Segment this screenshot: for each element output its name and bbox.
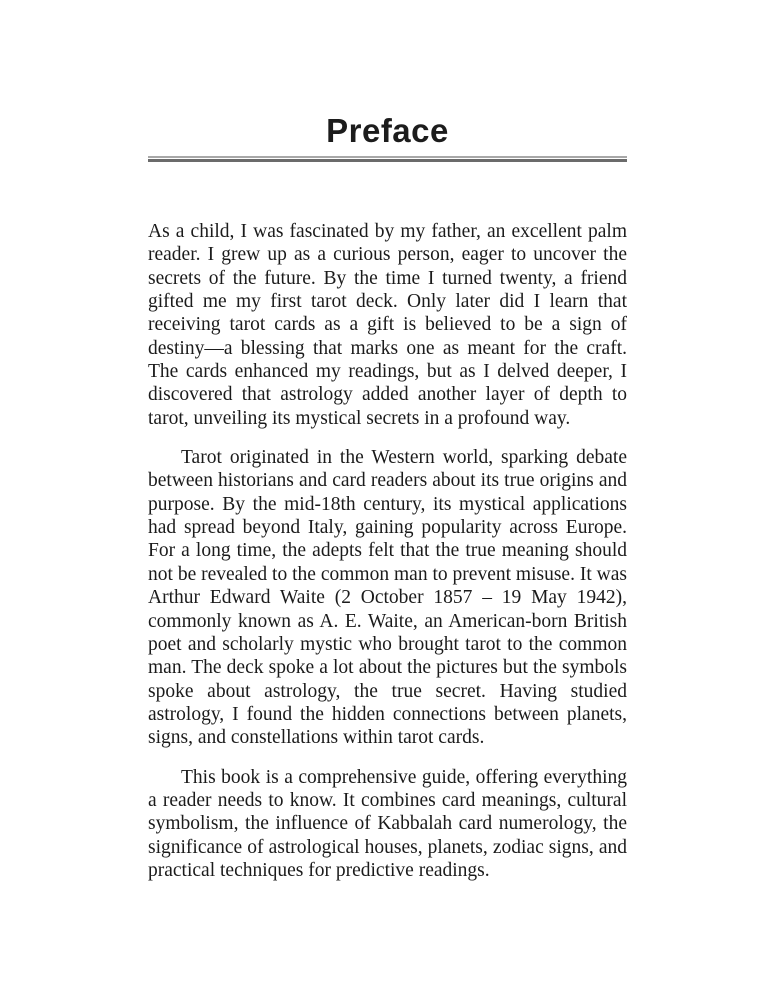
preface-paragraph-1: As a child, I was fascinated by my father, an excellent palm reader. I grew up as a curious person, eager to uncover the secrets of the future. By the time I turned twenty, a friend gifted me my first tarot deck. Only later did I learn that receiving tarot cards as a gift is believed to be a sign of destiny—a blessing that marks one as meant for the craft. The cards enhanced my readings, but as I delved deeper, I discovered that astrology added another layer of depth to tarot, unveiling its mystical secrets in a profound way. <box>148 221 627 429</box>
preface-paragraph-2: Tarot originated in the Western world, sparking debate between historians and card readers about its true origins and purpose. By the mid-18th century, its mystical applications had spread beyond Italy, gaining popularity across Europe. For a long time, the adepts felt that the true meaning should not be revealed to the common man to prevent misuse. It was Arthur Edward Waite (2 October 1857 – 19 May 1942), commonly known as A. E. Waite, an American-born British poet and scholarly mystic who brought tarot to the common man. The deck spoke a lot about the pictures but the symbols spoke about astrology, the true secret. Having studied astrology, I found the hidden connections between planets, signs, and constellations within tarot cards. <box>148 447 627 749</box>
page-title: Preface <box>326 112 449 149</box>
title-divider <box>148 156 627 162</box>
preface-paragraph-3: This book is a comprehensive guide, offering everything a reader needs to know. It combines card meanings, cultural symbolism, the influence of Kabbalah card numerology, the significance of astrological houses, planets, zodiac signs, and practical techniques for predictive readings. <box>148 766 627 881</box>
page-content <box>148 0 627 898</box>
preface-body <box>148 220 627 882</box>
